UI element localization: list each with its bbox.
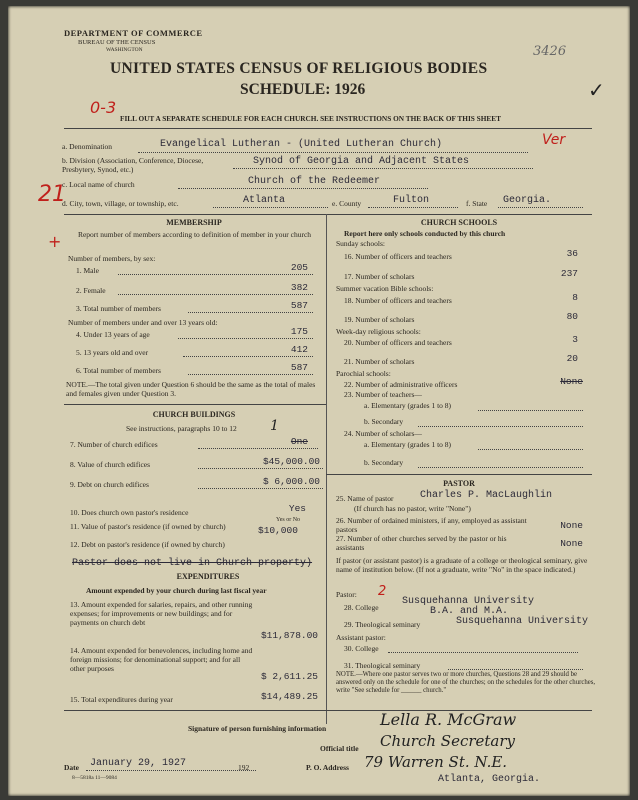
county-value: Fulton: [393, 195, 430, 206]
q30-label: 30. College: [344, 644, 379, 653]
q1-label: 1. Male: [76, 266, 99, 275]
schedule-year: SCHEDULE: 1926: [240, 81, 366, 98]
column-divider: [326, 214, 327, 724]
po-address-label: P. O. Address: [306, 763, 349, 772]
q14-value: $ 2,611.25: [260, 671, 318, 682]
weekday-label: Week-day religious schools:: [336, 327, 421, 336]
q9-value: $ 6,000.00: [262, 476, 320, 487]
membership-intro: Report number of members according to definition of member in your church: [77, 230, 312, 239]
yes-no-hint: Yes or No: [276, 517, 301, 523]
q2-label: 2. Female: [76, 286, 106, 295]
q9-label: 9. Debt on church edifices: [70, 480, 149, 489]
q7-value: One: [290, 436, 308, 447]
q20-value: 3: [572, 334, 578, 345]
q5-label: 5. 13 years old and over: [76, 348, 149, 357]
membership-note: NOTE.—The total given under Question 6 should be the same as the total of males and females given under Question 3.: [66, 380, 316, 398]
city-label-d: d. City, town, village, or township, etc.: [62, 199, 179, 208]
expenditures-title: EXPENDITURES: [176, 572, 240, 581]
q3-value: 587: [290, 300, 308, 311]
local-name-label: c. Local name of church: [62, 180, 135, 189]
census-schedule-page: DEPARTMENT OF COMMERCE BUREAU OF THE CENSUS WASHINGTON 3426 UNITED STATES CENSUS OF RELIGIOUS BODIES SCHEDULE: 1926 0-3 FILL OUT A SEPARATE SCHEDULE FOR EACH CHURCH. SEE INSTRUCTIONS ON THE BACK OF THIS SHEET ✓ a. Denomination Evangelical Lutheran - (United Lutheran Church) Ver b. Division (Association, Conference, Diocese, Presbytery, Synod, etc.) Synod of Georgia and Adjacent States c. Local name of church Church of the Redeemer 21 d. City, town, village, or township, etc. Atlanta e. County Fulton f. State Georgia. MEMBERSHIP Report number of members according to definition of member in your church + Number of members, by sex: 1. Male 205 2. Female 382 3. Total number of members 587 Number of members under and over 13 years old: 4. Under 13 years of age 175 5. 13 years old and over 412 6. Total number of members 587 NOTE.—The total given under Question 6 should be the same as the total of males and females given under Question 3. CHURCH BUILDINGS See instructions, paragraphs 10 to 12 1 7. Number of church edifices One 8. Value of church edifices $45,000.00 9. Debt on church edifices $ 6,000.00 10. Does church own pastor's residence Yes Yes or No 11. Value of pastor's residence (if owned by church) $10,000 12. Debt on pastor's residence (if owned by church) Pastor does not live in Church property) EXPENDITURES Amount expended by your church during last fiscal year 13. Amount expended for salaries, repairs, and other running expenses; for improvements or new buildings; and for payments on church debt $11,878.00 14. Amount expended for benevolences, including home and foreign missions; for denominational support; and for all other purposes $ 2,611.25 15. Total expenditures during year $14,489.25 CHURCH SCHOOLS Report here only schools conducted by this church Sunday schools: 16. Number of officers and teachers 36 17. Number of scholars 237 Summer vacation Bible schools: 18. Number of officers and teachers 8 19. Number of scholars 80 Week-day religious schools: 20. Number of officers and teachers 3 21. Number of scholars 20 Parochial schools: 22. Number of administrative officers None 23. Number of teachers— a. Elementary (grades 1 to 8) b. Secondary 24. Number of scholars— a. Elementary (grades 1 to 8) b. Secondary PASTOR 25. Name of pastor Charles P. MacLaughlin (If church has no pastor, write "None") 26. Number of ordained ministers, if any, employed as assistant pastors None 27. Number of other churches served by the pastor or his assistants None If pastor (or assistant pastor) is a graduate of a college or theological seminary, give name of institution below. (If not a graduate, write "No" in the space indicated.) 2 Pastor: 28. College Susquehanna University B.A. and M.A. 29. Theological seminary Susquehanna University Assistant pastor: 30. College 31. Theological seminary NOTE.—Where one pastor serves two or more churches, Questions 28 and 29 should be answered only on the schedule for one of the churches; on the schedules for the other churches, write "See schedule for ______ church." Signature of person furnishing information Lella R. McGraw Official title Church Secretary P. O. Address 79 Warren St. N.E. Atlanta, Georgia. Date January 29, 1927 192 8—5818a 11—9084: [8, 6, 630, 796]
q31-label: 31. Theological seminary: [344, 661, 421, 670]
handwritten-code: 0-3: [90, 98, 117, 117]
expenditures-sub: Amount expended by your church during last fiscal year: [86, 586, 267, 595]
q17-value: 237: [560, 268, 578, 279]
ver-note: Ver: [542, 132, 566, 148]
under-over-label: Number of members under and over 13 years old:: [68, 318, 218, 327]
q6-label: 6. Total number of members: [76, 366, 161, 375]
form-title: UNITED STATES CENSUS OF RELIGIOUS BODIES: [110, 60, 488, 77]
official-title-value: Church Secretary: [380, 732, 516, 750]
margin-note: 21: [38, 182, 66, 207]
grad-note: If pastor (or assistant pastor) is a graduate of a college or theological seminary, give name of institution below. (If not a graduate, write "No" in the space indicated.): [336, 556, 588, 574]
q21-label: 21. Number of scholars: [344, 357, 415, 366]
year-suffix: 192: [238, 763, 250, 772]
q8-label: 8. Value of church edifices: [70, 460, 151, 469]
q28-value: Susquehanna University: [402, 596, 535, 607]
department-label: DEPARTMENT OF COMMERCE: [64, 28, 203, 38]
q13-label: 13. Amount expended for salaries, repairs, and other running expenses; for improvements or new buildings; and for payments on church debt: [70, 600, 253, 627]
city-label: WASHINGTON: [106, 47, 143, 53]
buildings-title: CHURCH BUILDINGS: [152, 410, 236, 419]
membership-title: MEMBERSHIP: [166, 218, 222, 227]
q22-label: 22. Number of administrative officers: [344, 380, 458, 389]
q11-label: 11. Value of pastor's residence (if owned by church): [70, 522, 226, 531]
division-label: b. Division (Association, Conference, Diocese, Presbytery, Synod, etc.): [62, 156, 204, 174]
date-value: January 29, 1927: [90, 758, 187, 769]
q15-label: 15. Total expenditures during year: [70, 695, 173, 704]
q27-label: 27. Number of other churches served by the pastor or his assistants: [336, 534, 507, 552]
q24a-label: a. Elementary (grades 1 to 8): [364, 440, 452, 449]
q24b-label: b. Secondary: [364, 458, 404, 467]
header-rule: [64, 128, 592, 129]
sunday-label: Sunday schools:: [336, 239, 385, 248]
buildings-sub: See instructions, paragraphs 10 to 12: [126, 424, 237, 433]
q10-label: 10. Does church own pastor's residence: [70, 508, 189, 517]
q29-label: 29. Theological seminary: [344, 620, 421, 629]
pastor-note: NOTE.—Where one pastor serves two or more churches, Questions 28 and 29 should be answered only on the schedule for one of the churches; on the schedules for the other churches, write "See schedule for ______ church.": [336, 671, 596, 694]
q25-label: 25. Name of pastor: [336, 494, 394, 503]
parochial-label: Parochial schools:: [336, 369, 391, 378]
q25-sub: (If church has no pastor, write "None"): [354, 504, 471, 513]
assistant-label: Assistant pastor:: [336, 633, 386, 642]
q19-value: 80: [566, 311, 578, 322]
address-city: Atlanta, Georgia.: [438, 774, 541, 785]
q8-value: $45,000.00: [262, 456, 320, 467]
edifices-hw: 1: [270, 418, 279, 434]
schools-sub: Report here only schools conducted by this church: [344, 229, 506, 238]
q17-label: 17. Number of scholars: [344, 272, 415, 281]
q18-label: 18. Number of officers and teachers: [344, 296, 452, 305]
q24-label: 24. Number of scholars—: [344, 429, 422, 438]
q26-value: None: [560, 520, 583, 531]
q12-value: Pastor does not live in Church property): [72, 558, 313, 569]
date-label: Date: [64, 763, 79, 772]
q14-label: 14. Amount expended for benevolences, including home and foreign missions; for denominational support; and for all other purposes: [70, 646, 253, 673]
q27-value: None: [560, 538, 583, 549]
church-name-value: Church of the Redeemer: [248, 176, 381, 187]
pastor-label: Pastor:: [336, 590, 357, 599]
q25-value: Charles P. MacLaughlin: [420, 490, 553, 501]
q4-label: 4. Under 13 years of age: [76, 330, 150, 339]
q22-value: None: [560, 376, 583, 387]
q10-value: Yes: [288, 503, 306, 514]
q13-value: $11,878.00: [260, 630, 318, 641]
q26-label: 26. Number of ordained ministers, if any, employed as assistant pastors: [336, 516, 527, 534]
q16-value: 36: [566, 248, 578, 259]
q23b-label: b. Secondary: [364, 417, 404, 426]
q3-label: 3. Total number of members: [76, 304, 161, 313]
official-title-label: Official title: [320, 744, 359, 753]
schools-title: CHURCH SCHOOLS: [420, 218, 498, 227]
q23-label: 23. Number of teachers—: [344, 390, 422, 399]
signature-value: Lella R. McGraw: [380, 710, 517, 729]
q29-value: Susquehanna University: [456, 616, 589, 627]
bureau-label: BUREAU OF THE CENSUS: [78, 39, 156, 46]
q15-value: $14,489.25: [260, 691, 318, 702]
denomination-label: a. Denomination: [62, 142, 112, 151]
q28-degree: B.A. and M.A.: [430, 606, 509, 617]
city-value: Atlanta: [243, 195, 286, 206]
q2-value: 382: [290, 282, 308, 293]
q21-value: 20: [566, 353, 578, 364]
summer-label: Summer vacation Bible schools:: [336, 284, 434, 293]
q28-label: 28. College: [344, 603, 379, 612]
instruction-line: FILL OUT A SEPARATE SCHEDULE FOR EACH CHURCH. SEE INSTRUCTIONS ON THE BACK OF THIS SHEET: [120, 114, 502, 123]
pastor-title: PASTOR: [443, 479, 475, 488]
q19-label: 19. Number of scholars: [344, 315, 415, 324]
q6-value: 587: [290, 362, 308, 373]
q16-label: 16. Number of officers and teachers: [344, 252, 452, 261]
stamp-number: 3426: [533, 44, 567, 59]
q1-value: 205: [290, 262, 308, 273]
q23a-label: a. Elementary (grades 1 to 8): [364, 401, 452, 410]
q11-value: $10,000: [258, 525, 298, 536]
q5-value: 412: [290, 344, 308, 355]
q18-value: 8: [572, 292, 578, 303]
q4-value: 175: [290, 326, 308, 337]
by-sex-label: Number of members, by sex:: [68, 254, 156, 263]
signature-label: Signature of person furnishing information: [188, 724, 327, 733]
county-label: e. County: [332, 199, 362, 208]
form-code: 8—5818a 11—9084: [72, 775, 117, 781]
division-value: Synod of Georgia and Adjacent States: [253, 156, 470, 167]
po-address-value: 79 Warren St. N.E.: [364, 753, 508, 771]
q7-label: 7. Number of church edifices: [70, 440, 158, 449]
state-label: f. State: [466, 199, 488, 208]
q12-label: 12. Debt on pastor's residence (if owned by church): [70, 540, 225, 549]
state-value: Georgia.: [503, 195, 552, 206]
check-mark: ✓: [588, 80, 605, 102]
denomination-value: Evangelical Lutheran - (United Lutheran Church): [160, 139, 443, 150]
q20-label: 20. Number of officers and teachers: [344, 338, 452, 347]
